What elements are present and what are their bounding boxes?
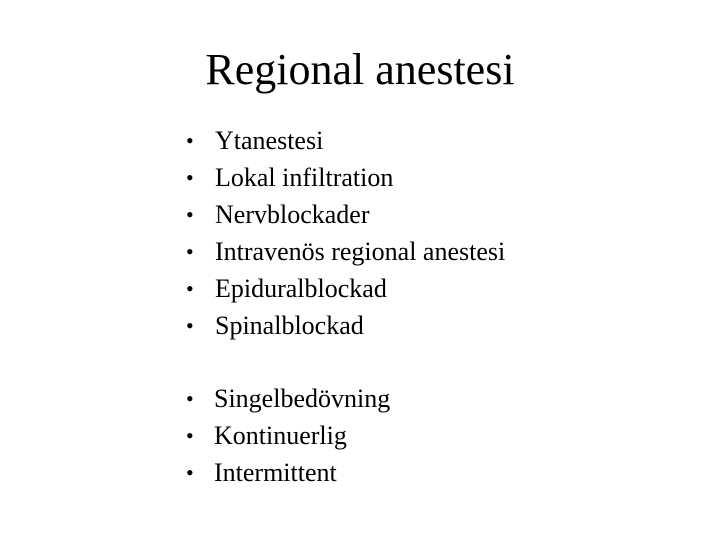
list-item-text: Epiduralblockad	[215, 274, 387, 303]
list-item	[186, 307, 505, 344]
bullet-icon: •	[186, 202, 194, 227]
bullet-icon: •	[186, 460, 194, 485]
bullet-icon: •	[186, 423, 194, 448]
list-item-text: Lokal infiltration	[215, 163, 394, 192]
bullet-icon: •	[186, 386, 194, 411]
slide-title: Regional anestesi	[205, 45, 515, 94]
bullet-icon: •	[186, 313, 194, 338]
list-item-text: Intravenös regional anestesi	[215, 237, 506, 266]
list-item	[186, 417, 390, 454]
list-item	[186, 270, 505, 307]
bullet-icon: •	[186, 165, 194, 190]
list-item	[186, 159, 505, 196]
list-item-text: Intermittent	[214, 458, 337, 487]
list-item-text: Kontinuerlig	[214, 421, 347, 450]
list-item	[186, 454, 390, 491]
bullet-icon: •	[186, 239, 194, 264]
anesthesia-types-list	[186, 122, 505, 344]
list-item	[186, 122, 505, 159]
list-item-text: Nervblockader	[215, 200, 370, 229]
list-item-text: Singelbedövning	[214, 384, 391, 413]
administration-modes-list	[186, 380, 390, 491]
list-item-text: Spinalblockad	[215, 311, 364, 340]
bullet-icon: •	[186, 276, 194, 301]
list-item	[186, 196, 505, 233]
list-item	[186, 380, 390, 417]
bullet-icon: •	[186, 128, 194, 153]
list-item-text: Ytanestesi	[215, 126, 324, 155]
list-item	[186, 233, 505, 270]
